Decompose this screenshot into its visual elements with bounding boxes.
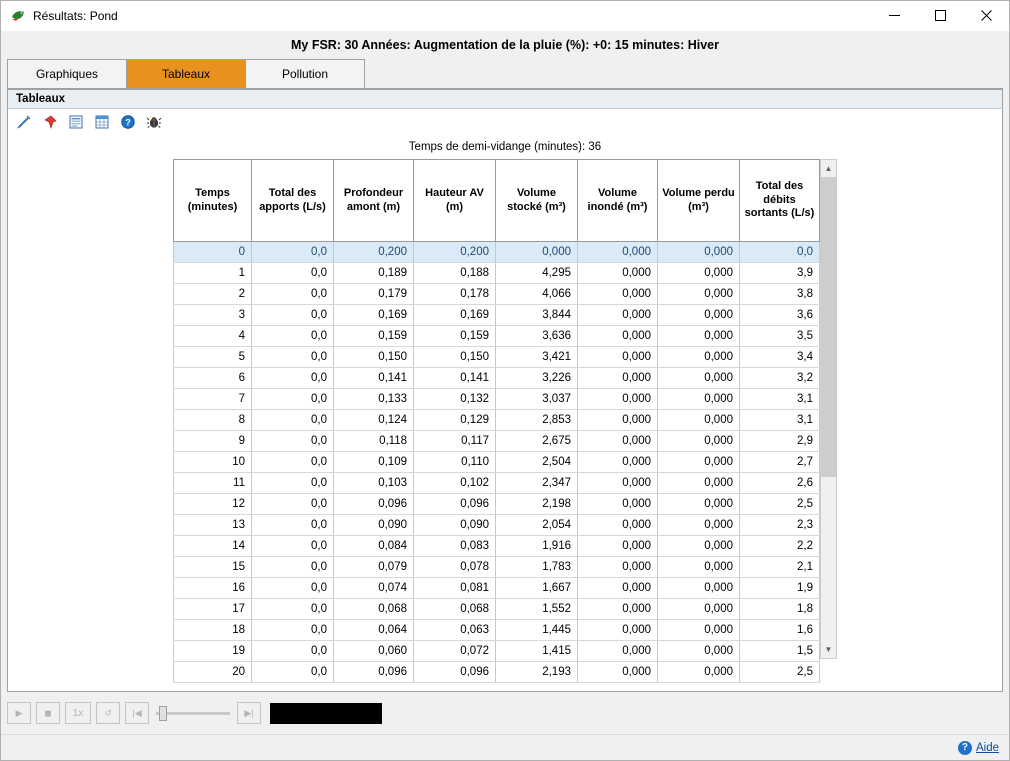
table-cell: 1,5 [740, 641, 820, 662]
table-vertical-scrollbar[interactable] [820, 159, 837, 659]
table-cell: 0,000 [578, 599, 658, 620]
panel-header: Tableaux [7, 90, 1003, 109]
table-row[interactable] [174, 536, 820, 557]
table-row[interactable] [174, 620, 820, 641]
help-icon[interactable] [119, 113, 137, 131]
table-cell: 0,169 [414, 305, 496, 326]
table-cell: 0,117 [414, 431, 496, 452]
close-button[interactable] [963, 1, 1009, 31]
table-cell: 1 [174, 263, 252, 284]
table-cell: 8 [174, 410, 252, 431]
table-row[interactable] [174, 368, 820, 389]
table-cell: 4,066 [496, 284, 578, 305]
column-header-volume-perdu[interactable]: Volume perdu (m³) [658, 160, 740, 242]
table-cell: 0,141 [334, 368, 414, 389]
table-cell: 0,081 [414, 578, 496, 599]
table-cell: 0,083 [414, 536, 496, 557]
table-cell: 0,000 [658, 242, 740, 263]
table-cell: 9 [174, 431, 252, 452]
table-cell: 0,000 [578, 431, 658, 452]
table-cell: 1,552 [496, 599, 578, 620]
table-cell: 0,000 [658, 599, 740, 620]
table-cell: 0,000 [658, 536, 740, 557]
table-outer [173, 159, 837, 678]
table-cell: 14 [174, 536, 252, 557]
table-cell: 0,0 [252, 662, 334, 683]
bug-icon[interactable] [145, 113, 163, 131]
table-cell: 13 [174, 515, 252, 536]
table-cell: 0,072 [414, 641, 496, 662]
table-cell: 4,295 [496, 263, 578, 284]
table-cell: 0,000 [578, 242, 658, 263]
table-cell: 0,159 [414, 326, 496, 347]
table-cell: 1,415 [496, 641, 578, 662]
title-bar [1, 1, 1009, 31]
table-cell: 0,000 [578, 515, 658, 536]
table-cell: 12 [174, 494, 252, 515]
table-row[interactable] [174, 662, 820, 683]
table-body [174, 242, 820, 683]
table-cell: 0,000 [578, 578, 658, 599]
table-cell: 19 [174, 641, 252, 662]
table-cell: 0,189 [334, 263, 414, 284]
table-row[interactable] [174, 347, 820, 368]
scroll-track[interactable] [821, 177, 836, 641]
table-row[interactable] [174, 305, 820, 326]
tab-bar [7, 60, 1003, 90]
loop-button[interactable]: ↺ [96, 702, 120, 724]
table-cell: 0,068 [334, 599, 414, 620]
status-bar [1, 734, 1009, 760]
table-cell: 0,074 [334, 578, 414, 599]
table-cell: 2,9 [740, 431, 820, 452]
report-icon[interactable] [67, 113, 85, 131]
table-cell: 0,000 [658, 620, 740, 641]
table-cell: 0,118 [334, 431, 414, 452]
table-cell: 0,0 [252, 536, 334, 557]
table-cell: 0,000 [658, 263, 740, 284]
column-header-temps[interactable]: Temps (minutes) [174, 160, 252, 242]
table-cell: 0,0 [252, 494, 334, 515]
scroll-down-icon[interactable]: ▼ [821, 641, 836, 658]
table-cell: 0,096 [334, 662, 414, 683]
table-icon[interactable] [93, 113, 111, 131]
table-cell: 17 [174, 599, 252, 620]
table-cell: 0,068 [414, 599, 496, 620]
table-cell: 0,0 [252, 305, 334, 326]
table-cell: 3,6 [740, 305, 820, 326]
table-cell: 0,000 [658, 347, 740, 368]
table-cell: 0,000 [578, 326, 658, 347]
table-cell: 1,8 [740, 599, 820, 620]
table-header-row [174, 160, 820, 242]
table-cell: 0,169 [334, 305, 414, 326]
table-row[interactable] [174, 599, 820, 620]
table-cell: 0,000 [658, 410, 740, 431]
column-header-total-debits-sortants[interactable]: Total des débits sortants (L/s) [740, 160, 820, 242]
table-cell: 0,0 [252, 410, 334, 431]
table-row[interactable] [174, 242, 820, 263]
table-cell: 18 [174, 620, 252, 641]
table-cell: 0,000 [658, 326, 740, 347]
table-cell: 1,916 [496, 536, 578, 557]
table-cell: 0,0 [252, 557, 334, 578]
table-cell: 1,445 [496, 620, 578, 641]
table-row[interactable] [174, 641, 820, 662]
table-cell: 3,1 [740, 410, 820, 431]
tab-filler [364, 59, 1003, 89]
column-header-volume-inonde[interactable]: Volume inondé (m³) [578, 160, 658, 242]
page-title: My FSR: 30 Années: Augmentation de la pluie (%): +0: 15 minutes: Hiver [1, 31, 1009, 60]
play-button[interactable]: ▶ [7, 702, 31, 724]
table-row[interactable] [174, 557, 820, 578]
table-cell: 0,000 [658, 305, 740, 326]
table-cell: 2,5 [740, 662, 820, 683]
table-cell: 0,000 [578, 347, 658, 368]
table-cell: 3,421 [496, 347, 578, 368]
table-cell: 0,0 [252, 431, 334, 452]
table-cell: 0,084 [334, 536, 414, 557]
table-cell: 4 [174, 326, 252, 347]
table-cell: 0,000 [578, 263, 658, 284]
table-cell: 0,124 [334, 410, 414, 431]
table-cell: 2,193 [496, 662, 578, 683]
table-cell: 5 [174, 347, 252, 368]
table-cell: 0,064 [334, 620, 414, 641]
table-cell: 0,132 [414, 389, 496, 410]
table-row[interactable] [174, 263, 820, 284]
column-header-total-apports[interactable]: Total des apports (L/s) [252, 160, 334, 242]
table-cell: 0,0 [252, 263, 334, 284]
table-cell: 7 [174, 389, 252, 410]
table-cell: 0,0 [252, 620, 334, 641]
rewind-button[interactable]: |◀ [125, 702, 149, 724]
table-cell: 0,000 [496, 242, 578, 263]
column-header-volume-stocke[interactable]: Volume stocké (m³) [496, 160, 578, 242]
table-cell: 0,000 [658, 431, 740, 452]
table-cell: 2,2 [740, 536, 820, 557]
table-cell: 0,090 [334, 515, 414, 536]
table-cell: 0,000 [578, 389, 658, 410]
table-cell: 0,0 [252, 515, 334, 536]
table-cell: 0,103 [334, 473, 414, 494]
table-row[interactable] [174, 494, 820, 515]
table-cell: 0,000 [578, 410, 658, 431]
table-cell: 1,9 [740, 578, 820, 599]
results-table [173, 159, 820, 683]
table-cell: 0,096 [414, 494, 496, 515]
table-cell: 20 [174, 662, 252, 683]
table-row[interactable] [174, 578, 820, 599]
table-cell: 2,853 [496, 410, 578, 431]
table-area [8, 159, 1002, 691]
maximize-button[interactable] [917, 1, 963, 31]
table-cell: 3,4 [740, 347, 820, 368]
table-cell: 0,096 [334, 494, 414, 515]
table-cell: 0,000 [578, 473, 658, 494]
table-cell: 2,675 [496, 431, 578, 452]
tab-pollution[interactable]: Pollution [245, 59, 365, 89]
table-cell: 0,0 [252, 599, 334, 620]
time-display [270, 703, 382, 724]
table-cell: 0,0 [252, 641, 334, 662]
table-cell: 0,150 [334, 347, 414, 368]
table-cell: 0,000 [578, 662, 658, 683]
pen-tool-icon[interactable] [15, 113, 33, 131]
table-cell: 0,200 [334, 242, 414, 263]
table-cell: 0,150 [414, 347, 496, 368]
table-row[interactable] [174, 473, 820, 494]
table-cell: 0,188 [414, 263, 496, 284]
table-cell: 0,000 [658, 578, 740, 599]
minimize-button[interactable] [871, 1, 917, 31]
table-row[interactable] [174, 389, 820, 410]
table-cell: 0,129 [414, 410, 496, 431]
table-cell: 3,1 [740, 389, 820, 410]
table-cell: 0,0 [740, 242, 820, 263]
table-cell: 3,8 [740, 284, 820, 305]
half-drain-time-label: Temps de demi-vidange (minutes): 36 [408, 141, 602, 153]
svg-text:?: ? [125, 117, 131, 128]
table-cell: 3,2 [740, 368, 820, 389]
stop-button[interactable]: ◼ [36, 702, 60, 724]
table-cell: 0,000 [578, 305, 658, 326]
table-cell: 0,000 [578, 536, 658, 557]
table-cell: 3 [174, 305, 252, 326]
table-cell: 2,7 [740, 452, 820, 473]
table-cell: 2,1 [740, 557, 820, 578]
table-cell: 2 [174, 284, 252, 305]
toolbar [7, 109, 1003, 135]
table-cell: 0,179 [334, 284, 414, 305]
table-cell: 0,060 [334, 641, 414, 662]
table-cell: 0,000 [658, 452, 740, 473]
table-cell: 0 [174, 242, 252, 263]
column-header-hauteur-av[interactable]: Hauteur AV (m) [414, 160, 496, 242]
table-cell: 0,079 [334, 557, 414, 578]
table-cell: 6 [174, 368, 252, 389]
table-cell: 2,347 [496, 473, 578, 494]
table-cell: 0,000 [578, 368, 658, 389]
table-cell: 0,0 [252, 326, 334, 347]
speed-button[interactable]: 1x [65, 702, 91, 724]
table-cell: 0,0 [252, 368, 334, 389]
table-row[interactable] [174, 452, 820, 473]
table-cell: 0,000 [658, 494, 740, 515]
table-cell: 0,000 [658, 389, 740, 410]
tab-graphiques[interactable]: Graphiques [7, 59, 127, 89]
forward-button[interactable]: ▶| [237, 702, 261, 724]
table-cell: 10 [174, 452, 252, 473]
help-link[interactable]: Aide [975, 741, 999, 754]
table-cell: 0,000 [658, 557, 740, 578]
table-cell: 0,096 [414, 662, 496, 683]
table-cell: 0,000 [578, 494, 658, 515]
animation-player-bar [7, 698, 1003, 728]
window-controls [871, 1, 1009, 31]
slider-knob[interactable] [159, 706, 167, 721]
table-cell: 0,0 [252, 242, 334, 263]
table-cell: 0,141 [414, 368, 496, 389]
table-row[interactable] [174, 284, 820, 305]
table-cell: 0,063 [414, 620, 496, 641]
table-cell: 0,000 [578, 284, 658, 305]
table-cell: 2,054 [496, 515, 578, 536]
table-cell: 3,844 [496, 305, 578, 326]
table-cell: 1,667 [496, 578, 578, 599]
table-cell: 0,000 [578, 620, 658, 641]
table-row[interactable] [174, 515, 820, 536]
column-header-profondeur-amont[interactable]: Profondeur amont (m) [334, 160, 414, 242]
scroll-thumb[interactable] [821, 177, 836, 477]
table-cell: 3,5 [740, 326, 820, 347]
table-cell: 0,0 [252, 452, 334, 473]
help-circle-icon[interactable]: ? [958, 741, 972, 755]
table-cell: 2,198 [496, 494, 578, 515]
table-cell: 0,0 [252, 389, 334, 410]
table-cell: 0,200 [414, 242, 496, 263]
table-cell: 2,5 [740, 494, 820, 515]
table-cell: 0,000 [658, 662, 740, 683]
table-cell: 1,783 [496, 557, 578, 578]
table-cell: 3,226 [496, 368, 578, 389]
table-cell: 0,102 [414, 473, 496, 494]
scroll-up-icon[interactable]: ▲ [821, 160, 836, 177]
timeline-slider[interactable] [156, 702, 230, 724]
table-cell: 2,6 [740, 473, 820, 494]
pin-icon[interactable] [41, 113, 59, 131]
table-cell: 1,6 [740, 620, 820, 641]
table-cell: 0,000 [658, 641, 740, 662]
table-cell: 3,037 [496, 389, 578, 410]
table-cell: 11 [174, 473, 252, 494]
table-cell: 3,9 [740, 263, 820, 284]
bird-icon [10, 8, 26, 24]
tab-tableaux[interactable]: Tableaux [126, 59, 246, 89]
table-cell: 0,000 [658, 515, 740, 536]
table-cell: 15 [174, 557, 252, 578]
window-title: Résultats: Pond [33, 8, 118, 23]
table-cell: 0,000 [578, 557, 658, 578]
slider-track [156, 712, 230, 715]
table-cell: 2,504 [496, 452, 578, 473]
table-row[interactable] [174, 410, 820, 431]
table-cell: 0,133 [334, 389, 414, 410]
table-cell: 0,000 [578, 641, 658, 662]
table-cell: 3,636 [496, 326, 578, 347]
table-cell: 0,0 [252, 284, 334, 305]
table-cell: 0,000 [658, 368, 740, 389]
table-cell: 0,0 [252, 347, 334, 368]
table-row[interactable] [174, 326, 820, 347]
table-cell: 0,090 [414, 515, 496, 536]
table-cell: 16 [174, 578, 252, 599]
table-cell: 0,000 [658, 473, 740, 494]
table-cell: 0,078 [414, 557, 496, 578]
table-cell: 0,000 [578, 452, 658, 473]
table-cell: 0,000 [658, 284, 740, 305]
table-cell: 0,0 [252, 473, 334, 494]
table-cell: 0,109 [334, 452, 414, 473]
table-cell: 0,110 [414, 452, 496, 473]
table-row[interactable] [174, 431, 820, 452]
table-cell: 2,3 [740, 515, 820, 536]
table-cell: 0,178 [414, 284, 496, 305]
table-cell: 0,159 [334, 326, 414, 347]
table-cell: 0,0 [252, 578, 334, 599]
tables-content [7, 135, 1003, 692]
